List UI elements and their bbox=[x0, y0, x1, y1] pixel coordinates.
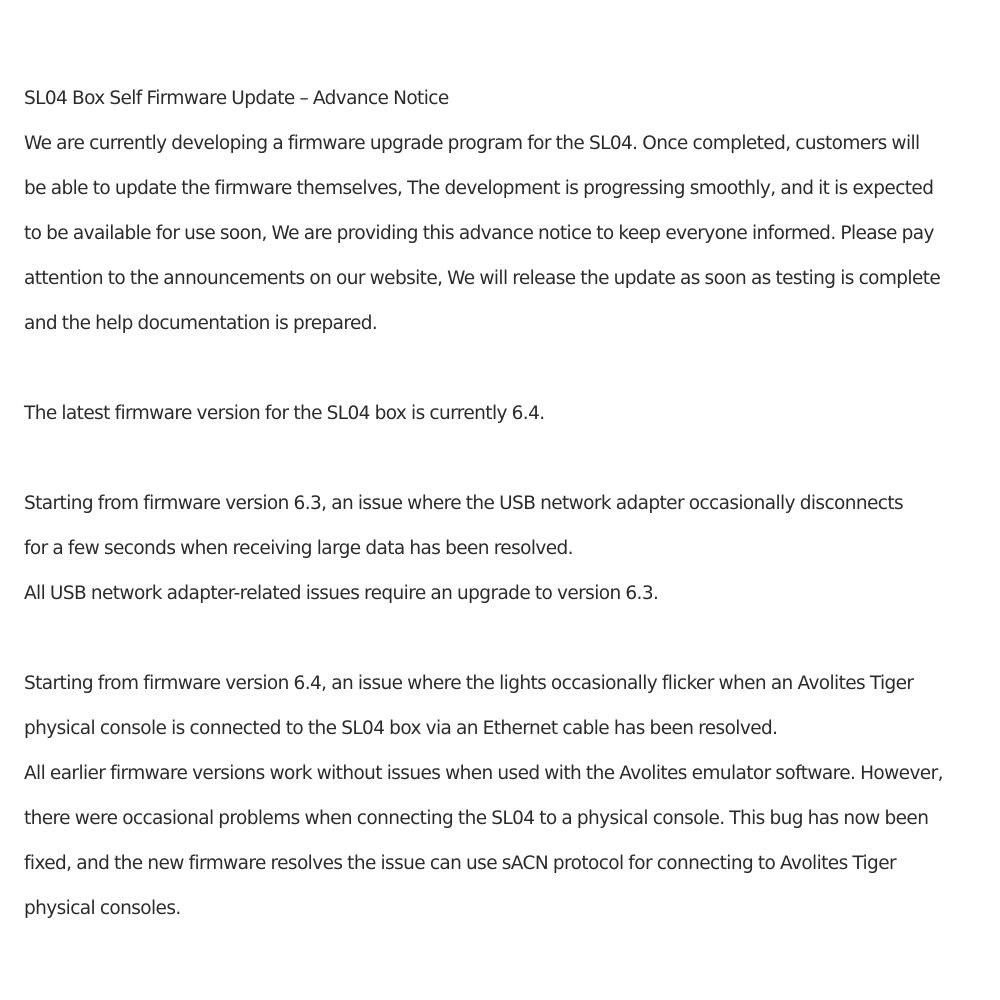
version-6-4-line: there were occasional problems when connecting the SL04 to a physical console. This bug has now been bbox=[24, 808, 929, 829]
paragraph-spacer bbox=[24, 616, 986, 661]
notice-paragraph-line: We are currently developing a firmware upgrade program for the SL04. Once completed, customers will bbox=[24, 133, 920, 154]
notice-paragraph-line: and the help documentation is prepared. bbox=[24, 313, 378, 334]
version-6-4-line: physical consoles. bbox=[24, 898, 181, 919]
version-6-4-section bbox=[24, 661, 986, 931]
version-6-4-line: All earlier firmware versions work without issues when used with the Avolites emulator software. However, bbox=[24, 763, 943, 784]
latest-version-section bbox=[24, 391, 986, 436]
version-6-3-line: for a few seconds when receiving large data has been resolved. bbox=[24, 538, 573, 559]
version-6-3-line: Starting from firmware version 6.3, an issue where the USB network adapter occasionally disconnects bbox=[24, 493, 904, 514]
notice-section bbox=[24, 76, 986, 346]
version-6-4-line: Starting from firmware version 6.4, an issue where the lights occasionally flicker when an Avolites Tiger bbox=[24, 673, 914, 694]
paragraph-spacer bbox=[24, 346, 986, 391]
version-6-3-section bbox=[24, 481, 986, 616]
notice-paragraph-line: to be available for use soon, We are providing this advance notice to keep everyone informed. Please pay bbox=[24, 223, 934, 244]
notice-title: SL04 Box Self Firmware Update – Advance Notice bbox=[24, 88, 449, 109]
notice-paragraph-line: attention to the announcements on our website, We will release the update as soon as testing is complete bbox=[24, 268, 941, 289]
version-6-4-line: fixed, and the new firmware resolves the issue can use sACN protocol for connecting to Avolites Tiger bbox=[24, 853, 896, 874]
firmware-notice-document bbox=[24, 76, 986, 931]
latest-version-text: The latest firmware version for the SL04 box is currently 6.4. bbox=[24, 403, 545, 424]
version-6-4-line: physical console is connected to the SL04 box via an Ethernet cable has been resolved. bbox=[24, 718, 778, 739]
version-6-3-line: All USB network adapter-related issues require an upgrade to version 6.3. bbox=[24, 583, 659, 604]
notice-paragraph-line: be able to update the firmware themselves, The development is progressing smoothly, and it is expected bbox=[24, 178, 934, 199]
paragraph-spacer bbox=[24, 436, 986, 481]
